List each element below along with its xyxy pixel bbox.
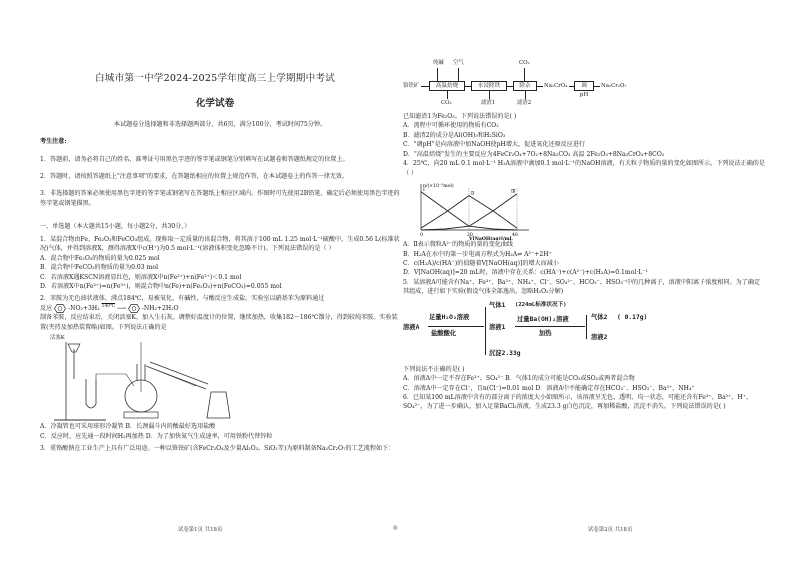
chart-series-label-3: Ⅲ [511, 189, 516, 195]
q1-stem: 1．某混合物由Fe、Fe₂O₃和FeCO₃组成。现称取一定质量的该混合物，将其溶于100 mL 1.25 mol·L⁻¹硫酸中，生成0.56 L(标准状况)气体，并得到溶液X，测得溶液X中c(H⁺)为0.5 mol·L⁻¹(溶液体积变化忽略不计)。下列说法错误的是（ ） [40, 235, 400, 253]
q1-option-b: B．混合物中FeCO₃的物质的量为0.03 mol [40, 264, 159, 272]
scheme-reagent3: 过量Ba(OH)₂溶液 [517, 315, 569, 323]
q2-options-cd: C．反应时，应先通一段时间H₂再加热 D．为了加快氮气生成速率，可用铁粉代替锌粒 [40, 432, 273, 440]
apparatus-label: 活塞K [50, 335, 65, 342]
flow-box-purify: 除杂 [513, 81, 537, 91]
q3-option-d: D．"高温焙烧"发生的主要反应为4FeCr₂O₄+7O₂+8Na₂CO₃ 高温 2Fe₂O₃+8Na₂CrO₄+8CO₂ [403, 150, 665, 158]
q2-reaction-mid: -NO₂+3H₂ [68, 304, 100, 312]
q3-option-b: B．滤渣2的成分是Al(OH)₃和H₂SiO₃ [403, 131, 506, 139]
notice-1: 1．答题前，请务必将自己的姓名、准考证号用黑色字迹的签字笔或钢笔分别填写在试题卷和答题纸规定的位置上。 [40, 155, 349, 163]
scheme-gas2-mass: ( 0.17g) [617, 313, 648, 321]
scheme-heat: 加热 [539, 329, 552, 337]
q5-scheme [403, 301, 703, 361]
benzene-ring-icon-2 [128, 304, 140, 313]
q3-option-a: A．流程中可循环使用的物质有CO₂ [403, 122, 499, 130]
flow-box-roast: 高温焙烧 [429, 81, 465, 91]
q6-stem: 6．已知某100 mL溶液中含有的部分离子的浓度大小如图所示，该溶液呈无色、透明、均一状态，可能还含有Fe³⁺、Ba²⁺、H⁺、SO₄²⁻，为了进一步确认，加入足量BaCl₂溶液，生成23.3 g白色沉淀，再加稀盐酸，沉淀不消失。下列说法错误的是( ) [403, 394, 753, 411]
flow-start: 铬铁矿 [403, 83, 420, 89]
q4-option-d: D．V[NaOH(aq)]=20 mL时，溶液中存在关系：c(HA⁻)+c(A²⁻)+c(H₂A)=0.1mol·L⁻¹ [403, 269, 648, 277]
scheme-sol1: 溶液1 [489, 323, 506, 331]
apparatus-drawing [46, 334, 236, 424]
q5-after: 下列说法不正确的是( ) [403, 365, 465, 373]
q3-flowchart [403, 57, 673, 112]
scheme-reagent1: 足量H₂O₂溶液 [429, 313, 470, 321]
scheme-gas1: 气体1 [489, 301, 506, 309]
flow-bottom-residue2: 滤渣2 [517, 100, 532, 106]
chart-ylabel: n/(×10⁻³mol) [423, 184, 454, 190]
notice-3: 3．非选择题的答案必须使用黑色字迹的签字笔或钢笔写在答题纸上相应区域内，作图时可先使用2B铅笔，确定后必须使用黑色字迹的签字笔或钢笔描黑。 [40, 190, 400, 207]
q4-option-c: C．c(H₂A)/c(HA⁻)的值随着V[NaOH(aq)]的增大而减小 [403, 259, 559, 267]
q2-reaction-right: -NH₂+2H₂O [141, 304, 179, 312]
q4-stem: 4．25℃，向20 mL 0.1 mol·L⁻¹ H₂A溶液中滴加0.1 mol·L⁻¹的NaOH溶液，有关粒子物质的量的变化如图所示。下列说法正确的是（ ） [403, 160, 765, 177]
scheme-reagent2: 盐酸酸化 [431, 329, 457, 337]
footer-left: 试卷第1页 共18页 [178, 527, 223, 533]
chart-series-label-1: Ⅰ [423, 187, 425, 193]
exam-subject: 化学试卷 [195, 97, 235, 109]
notice-2: 2．答题时，请按照答题纸上"注意事项"的要求，在答题纸相应的位置上规范作答，在本试题卷上的作答一律无效。 [40, 173, 349, 181]
right-column [403, 57, 765, 412]
scheme-start: 溶液A [403, 323, 420, 331]
q3-condition: 已知滤渣1为Fe₂O₃。下列说法错误的是( ) [403, 113, 517, 120]
chart-xlabel: V[NaOH(aq)]/mL [469, 237, 513, 241]
q1-option-c: C．若溶液X遇KSCN溶液显红色，则溶液X中n(Fe²⁺)+n(Fe³⁺)＜0.1 mol [40, 273, 242, 281]
q2-stem: 2．苯胺为无色油状液体，沸点184℃，易被氧化，有碱性，与酸反应生成盐。实验室以硝基苯为原料通过 [40, 295, 325, 303]
section-heading: 一、单选题（本大题共15小题，每小题2分，共30分。） [40, 223, 191, 231]
flow-label-soda: 纯碱 [433, 60, 444, 66]
q2-reaction-tail: 制备苯胺，反应结束后，关闭活塞K，加入生石灰。调整好温度计的位置，继续加热，收集182～186℃馏分，得到较纯苯胺。实验装置(夹持及加热装置略)如图。下列说法正确的是 [40, 314, 398, 331]
flow-box-leach: 水浸除铁 [471, 81, 507, 91]
chart-xtick-20: 20 [467, 233, 473, 239]
q4-chart [409, 180, 539, 240]
q2-reaction [40, 304, 400, 313]
chart-xtick-0: 0 [420, 233, 423, 239]
q4-option-b: B．H₂A在水中的第一步电离方程式为H₂A⇌ A²⁻+2H⁺ [403, 250, 552, 258]
scheme-gas2: 气体2 [591, 313, 608, 321]
q2-apparatus-figure [46, 334, 236, 454]
flow-mid-product: Na₂CrO₄ [544, 83, 568, 89]
flow-end: Na₂Cr₂O₇ [601, 83, 627, 89]
q3-option-c: C．"调pH"是向溶液中加NaOH使pH增大，促进氧化还原反应进行 [403, 141, 586, 149]
flow-bottom-residue1: 滤渣1 [481, 100, 496, 106]
q4-chart-svg [409, 180, 539, 240]
left-column [40, 58, 400, 454]
footer-right: 试卷第2页 共18页 [588, 527, 633, 533]
scheme-precip: 沉淀2.33g [489, 349, 521, 357]
chart-xtick-40: 40 [512, 233, 518, 239]
exam-title: 白城市第一中学2024-2025学年度高三上学期期中考试 [95, 73, 335, 84]
scheme-gas1-vol: (224mL标准状况下) [515, 301, 567, 308]
flow-bottom-co2: CO₂ [441, 100, 452, 106]
q4-option-a: A．Ⅱ表示微粒A²⁻的物质的量的变化曲线 [403, 241, 514, 249]
footer-center: ◎ [393, 525, 398, 531]
q3-stem: 3．重铬酸钠在工业生产上具有广泛用途。一种以铬铁矿(含FeCr₂O₄及少量Al₂O₃、SiO₂等)为原料制备Na₂Cr₂O₇的工艺流程如下： [40, 445, 395, 453]
benzene-ring-icon [54, 304, 66, 313]
notice-heading: 考生注意: [40, 138, 67, 146]
flow-box-ph: 调pH [574, 81, 594, 91]
q2-options-ab: A．冷凝管也可采用球形冷凝管 B．长颈漏斗内的酸最好选用盐酸 [40, 423, 216, 431]
q1-option-a: A．混合物中Fe₂O₃的物质的量为0.025 mol [40, 254, 160, 262]
q5-option-ab: A．溶液A中一定不存在Fe³⁺、SO₄²⁻ B．气体1的成分可能是CO₂或SO₂或两者混合物 [403, 375, 635, 383]
q2-reaction-left: 反应 [40, 304, 53, 312]
flow-label-air: 空气 [453, 60, 464, 66]
q5-option-cd: C．溶液A中一定存在Cl⁻，且n(Cl⁻)=0.01 mol D．溶液A中不能确定存在HCO₃⁻、HSO₃⁻、Ba²⁺、NH₄⁺ [403, 384, 695, 392]
q1-option-d: D．若溶液X中n(Fe²⁺)=n(Fe³⁺)，则混合物中n(Fe)+n(Fe₂O₃)+n(FeCO₃)=0.055 mol [40, 282, 282, 290]
exam-intro: 本试题卷分选择题和非选择题两部分，共6页，满分100分，考试时间75分钟。 [113, 120, 327, 128]
reaction-arrow-icon: ⟶ [117, 304, 126, 312]
q5-stem: 5．某溶液A可能含有Na⁺、Fe³⁺、Ba²⁺、NH₄⁺、Cl⁻、SO₄²⁻、HCO₃⁻、HSO₃⁻中的几种离子，溶液中阳离子浓度相同。为了确定其组成，进行如下实验(假设气体全部逸出，忽略H₂O₂分解) [403, 278, 761, 296]
chart-series-label-2: Ⅱ [471, 191, 475, 197]
scheme-sol2: 溶液2 [591, 333, 608, 341]
q2-reaction-cond: 140℃ [101, 303, 116, 309]
flow-label-co2-top: CO₂ [519, 60, 530, 66]
